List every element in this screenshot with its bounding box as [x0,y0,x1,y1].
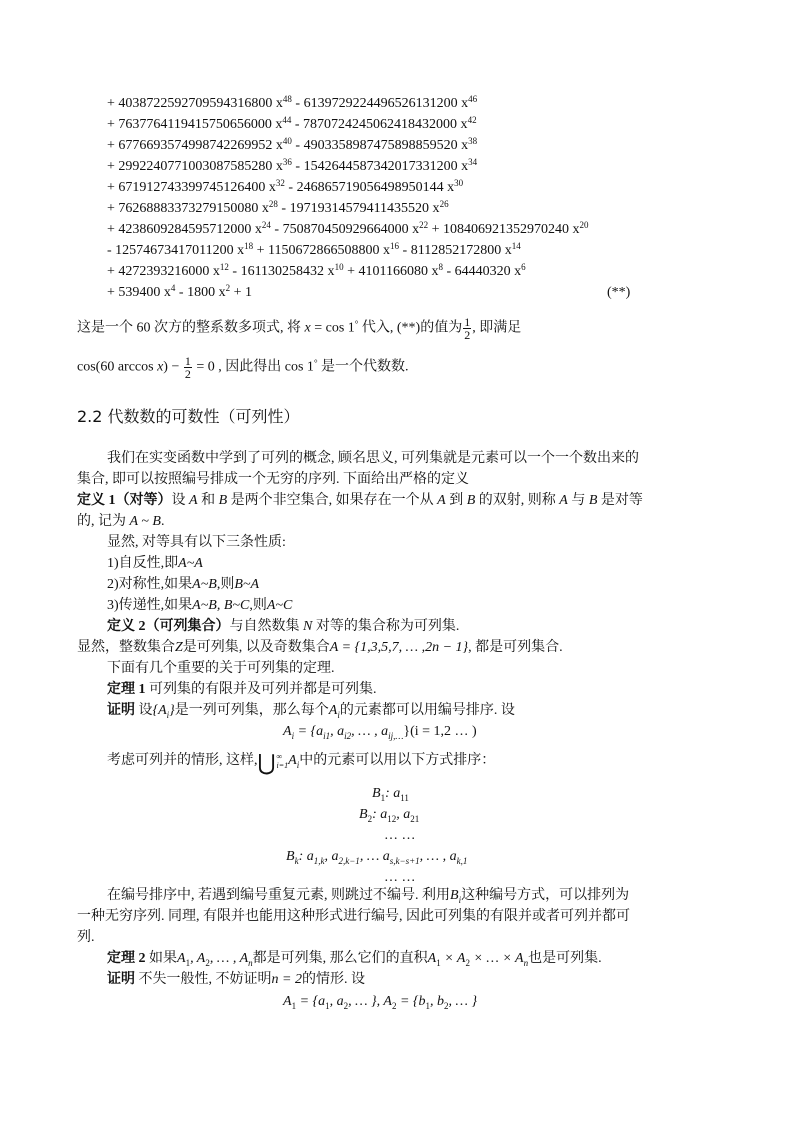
poly-term: + 4238609284595712000 x [107,222,262,237]
poly-exp: 6 [521,262,526,272]
poly-exp: 10 [334,262,344,272]
frac-num: 1 [464,315,471,329]
definition-label: 定义 2（可列集合） [107,619,230,634]
math-expr: A = {1,3,5,7, … ,2n − 1} [329,640,469,655]
union-operator: ⋃ ∞ i=1 [257,750,289,775]
math-expr: } [169,703,175,718]
poly-exp: 30 [454,178,464,188]
math-var: x [157,359,164,375]
fraction-half [463,316,471,341]
text: 是两个非空集合, 如果存在一个从 [227,493,438,508]
poly-line-7 [107,221,588,239]
math-expr: = cos 1 [310,320,355,336]
poly-line-10 [107,284,252,302]
text: 这是一个 60 次方的整系数多项式, 将 [77,320,305,336]
math-var: N [303,619,313,634]
text: 3)传递性,如果 [107,598,193,613]
poly-term: - 1542644587342017331200 x [291,159,469,174]
theorem-label: 定理 2 [107,951,146,966]
math-expr: n = 2 [271,972,302,987]
poly-term: + 1 [230,285,252,300]
poly-term: - 750870450929664000 x [270,222,420,237]
poly-term: - 246865719056498950144 x [284,180,455,195]
poly-term: - 4903358987475898859520 x [291,138,469,153]
union-upper: ∞ [276,752,283,761]
poly-exp: 20 [579,220,589,230]
poly-term: + 4272393216000 x [107,264,220,279]
frac-num: 1 [184,354,191,368]
math-expr: cos(60 arccos [77,359,158,375]
poly-term: - 6139729224496526131200 x [291,96,469,111]
proof-1 [107,702,515,720]
math-sub: k,1 [456,856,468,866]
poly-line-6 [107,200,449,218]
poly-term: + 4101166080 x [343,264,439,279]
math-sub: 1 [291,1001,297,1011]
math-var: A [437,493,446,508]
math-expr: cos 1 [284,359,314,375]
math-expr: × … × A [469,951,524,966]
text: 如果 [145,951,177,966]
poly-term: + 7637764119415750656000 x [107,117,283,132]
sequence-B1 [372,785,409,803]
equation-arccos [77,355,409,380]
math-sub: 1 [325,1001,330,1011]
text: 的元素都可以用编号排序. 设 [339,703,515,718]
math-expr: , A [190,951,206,966]
math-sub: 1,k [313,856,325,866]
text: 代入, (**)的值为 [358,320,463,336]
frac-den: 2 [184,367,191,381]
poly-exp: 24 [261,220,271,230]
poly-term: + 671912743399745126400 x [107,180,276,195]
theorem-2 [107,950,602,968]
union-paragraph [107,750,496,775]
math-expr: A~C [266,598,293,613]
poly-term: + 108406921352970240 x [428,222,580,237]
math-var: A [283,994,292,1009]
union-lower: i=1 [276,761,289,770]
math-expr: , … }, A [348,994,392,1009]
poly-exp: 42 [467,115,477,125]
poly-term: + 2992240771003087585280 x [107,159,283,174]
sequence-dots: … … [384,828,416,843]
fraction-half [184,355,192,380]
text: 是可列集, 以及奇数集合 [182,640,330,655]
poly-term: - 161130258432 x [228,264,335,279]
text: 可列集的有限并及可列并都是可列集. [145,682,377,697]
math-sub: 12 [387,814,397,824]
poly-term: - 64440320 x [442,264,522,279]
equation-Ai [283,723,477,741]
math-sub: i2 [344,731,352,741]
math-sub: 11 [400,793,409,803]
math-expr: , b [430,994,445,1009]
poly-term: - 7870724245062418432000 x [291,117,468,132]
poly-line-5 [107,179,463,197]
degree-sign: ° [354,318,359,329]
math-expr: A~A [178,556,203,571]
math-sub: i [458,895,462,905]
math-var: A [189,493,198,508]
math-expr: B~A [234,577,260,592]
property-reflexive [107,555,203,573]
math-sub: 2 [444,1001,449,1011]
math-expr: A ~ B [129,514,161,529]
text: 与 [567,493,589,508]
poly-term: + 6776693574998742269952 x [107,138,283,153]
definition-2 [107,618,459,636]
math-expr: : a [372,807,388,822]
section-heading: 2.2 代数数的可数性（可列性） [77,407,300,426]
math-expr: A~B [192,577,217,592]
numbering-para-2: 一种无穷序列. 同理, 有限并也能用这种形式进行编号, 因此可列集的有限并或者可列并都可 [77,909,630,924]
math-var: B [466,493,476,508]
math-var: A [177,951,186,966]
math-var: A [288,753,297,769]
math-var: B [286,849,295,864]
math-sub: i [337,710,340,720]
math-var: B [218,493,228,508]
math-var: x [304,320,311,336]
poly-line-8 [107,242,521,260]
poly-exp: 4 [170,283,176,293]
text: 不失一般性, 不妨证明 [135,972,272,987]
sequence-dots: … … [384,870,416,885]
math-sub: i [296,760,300,771]
properties-intro: 显然, 对等具有以下三条性质: [107,535,286,550]
property-symmetric [107,576,259,594]
math-var: B [588,493,598,508]
poly-line-3 [107,137,477,155]
math-expr: }(i = 1,2 … ) [403,724,477,739]
poly-exp: 14 [511,241,521,251]
definition-label: 定义 1（对等） [77,493,172,508]
math-expr: : a [298,849,314,864]
math-sub: 1 [380,793,386,803]
math-sub: i [291,731,295,741]
poly-exp: 44 [282,115,292,125]
text: 是一个代数数. [317,359,409,375]
sequence-Bk [286,848,467,866]
math-sub: 1 [185,958,191,968]
math-sub: 2 [391,1001,397,1011]
text: 是对等 [597,493,643,508]
intro-line-2: 集合, 即可以按照编号排成一个无穷的序列. 下面给出严格的定义 [77,472,469,487]
math-expr: = {a [296,994,326,1009]
poly-term: + 4038722592709594316800 x [107,96,283,111]
math-expr: , a [324,849,339,864]
text: 显然，整数集合 [77,640,175,655]
math-expr: ) − [163,359,183,375]
numbering-para-1 [107,887,629,905]
math-expr: , a [330,724,345,739]
poly-exp: 36 [282,157,292,167]
math-sub: 2 [465,958,470,968]
math-sub: 2,k−1 [338,856,360,866]
theorems-intro: 下面有几个重要的关于可列集的定理. [107,661,335,676]
poly-exp: 46 [468,94,478,104]
text: . [160,514,165,529]
poly-line-1 [107,95,477,113]
text: 的情形. 设 [301,972,365,987]
math-expr: = {b [396,994,426,1009]
poly-term: - 1800 x [175,285,226,300]
theorem-1 [107,681,377,699]
poly-exp: 28 [268,199,278,209]
poly-term: - 12574673417011200 x [107,243,245,258]
math-sub: 2 [367,814,373,824]
poly-term: - 19719314579411435520 x [277,201,440,216]
math-var: B [359,807,368,822]
poly-exp: 2 [225,283,231,293]
poly-exp: 40 [282,136,292,146]
math-expr: : a [385,786,401,801]
text: 也是可列集. [528,951,602,966]
math-expr: , … , a [351,724,389,739]
text: , 因此得出 [214,359,285,375]
poly-line-2 [107,116,477,134]
text: ,则 [216,577,235,592]
poly-line-9 [107,263,526,281]
proof-label: 证明 [107,703,135,718]
poly-exp: 8 [438,262,443,272]
definition-2-cont [77,639,563,657]
math-sub: k [294,856,299,866]
text: , 都是可列集合. [468,640,563,655]
text: 是一列可列集，那么每个 [174,703,329,718]
math-sub: i1 [323,731,331,741]
equation-A1-A2 [283,993,477,1011]
text: 的双射, 则称 [475,493,560,508]
proof-2 [107,971,365,989]
text: 和 [197,493,219,508]
poly-exp: 16 [390,241,400,251]
math-expr: , … } [448,994,478,1009]
text: 设 [135,703,153,718]
math-expr: , … , a [419,849,457,864]
math-expr: {A [152,703,167,718]
poly-term: + 76268883373279150080 x [107,201,269,216]
poly-exp: 32 [275,178,285,188]
text: 考虑可列并的情形, 这样, [107,753,258,769]
poly-exp: 22 [419,220,429,230]
math-expr: = {a [294,724,324,739]
poly-line-4 [107,158,477,176]
poly-exp: 38 [468,136,478,146]
text: 中的元素可以用以下方式排序： [299,753,496,769]
math-var: A [427,951,437,966]
text: ,则 [249,598,267,613]
text: 的, 记为 [77,514,130,529]
theorem-label: 定理 1 [107,682,146,697]
math-sub: i [166,710,170,720]
intro-line-1: 我们在实变函数中学到了可列的概念, 顾名思义, 可列集就是元素可以一个一个数出来的 [107,451,639,466]
definition-1-cont [77,513,164,531]
math-var: B [450,888,459,903]
text: 设 [171,493,189,508]
poly-exp: 26 [439,199,449,209]
math-sub: s,k−s+1 [389,856,420,866]
math-sub: 1 [425,1001,431,1011]
math-sub: 1 [436,958,441,968]
text: 到 [445,493,467,508]
poly-exp: 12 [219,262,229,272]
math-expr: × A [440,951,466,966]
math-sub: ij,… [388,731,404,741]
degree-sign: ° [313,357,318,368]
poly-exp: 18 [244,241,254,251]
numbering-para-3: 列. [77,930,95,945]
math-var: Z [175,640,183,655]
poly-exp: 48 [282,94,292,104]
math-var: B [372,786,381,801]
math-expr: , a [396,807,411,822]
text: 2)对称性,如果 [107,577,193,592]
text: 都是可列集, 那么它们的直积 [252,951,428,966]
proof-label: 证明 [107,972,135,987]
math-var: A [328,703,338,718]
math-sub: 21 [410,814,420,824]
definition-1 [77,492,643,510]
math-sub: 2 [343,1001,349,1011]
math-expr: , a [329,994,344,1009]
math-expr: , … a [359,849,390,864]
math-expr: , … , A [209,951,249,966]
math-expr: A~B, B~C [192,598,250,613]
math-sub: n [523,958,529,968]
text: 1)自反性,即 [107,556,179,571]
text: 在编号排序中, 若遇到编号重复元素, 则跳过不编号. 利用 [107,888,450,903]
equation-tag: (**) [607,285,631,300]
text: , 即满足 [472,320,522,336]
poly-term: + 539400 x [107,285,171,300]
math-sub: n [248,958,253,968]
math-var: A [559,493,568,508]
poly-term: + 1150672866508800 x [253,243,391,258]
paragraph-substitution [77,316,521,341]
text: 与自然数集 [229,619,303,634]
frac-den: 2 [464,328,471,342]
poly-exp: 34 [468,157,478,167]
sequence-B2 [359,806,419,824]
math-sub: 2 [205,958,210,968]
text: 对等的集合称为可列集. [312,619,460,634]
text: 这种编号方式，可以排列为 [461,888,630,903]
poly-term: - 8112852172800 x [399,243,512,258]
property-transitive [107,597,292,615]
math-var: A [283,724,292,739]
math-expr: = 0 [192,359,215,375]
